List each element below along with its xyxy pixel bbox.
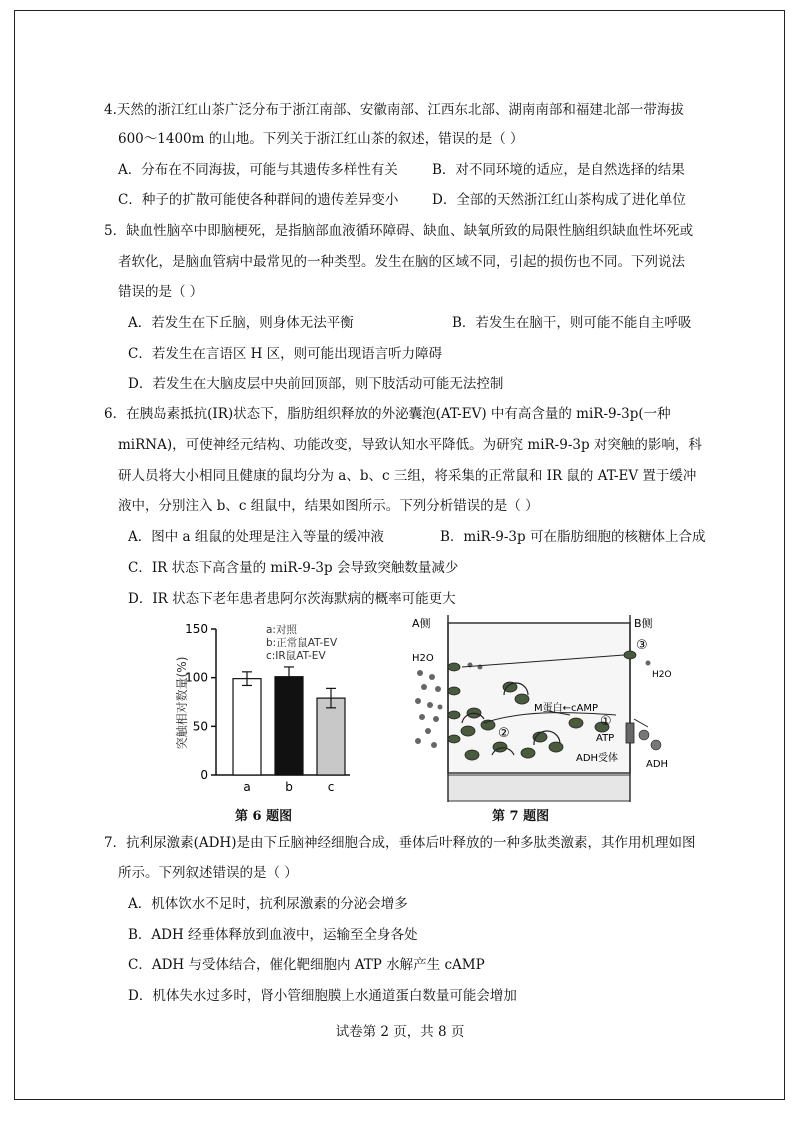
side-a-label: A侧 bbox=[412, 617, 431, 630]
fig6-caption: 第 6 题图 bbox=[235, 809, 293, 824]
q7-stem-line2: 所示。下列叙述错误的是（ ） bbox=[118, 865, 298, 881]
adh-receptor-label: ADH受体 bbox=[576, 753, 619, 764]
page-footer: 试卷第 2 页，共 8 页 bbox=[335, 1024, 465, 1040]
y-tick-label: 50 bbox=[192, 719, 208, 734]
q5-option-c: C．若发生在言语区 H 区，则可能出现语言听力障碍 bbox=[128, 346, 443, 362]
fig6-chart bbox=[170, 615, 370, 800]
basal-region bbox=[448, 775, 630, 801]
q4-option-a: A．分布在不同海拔，可能与其遗传多样性有关 bbox=[118, 162, 398, 178]
q5-stem-line1: 5．缺血性脑卒中即脑梗死，是指脑部血液循环障碍、缺血、缺氧所致的局限性脑组织缺血性坏死或 bbox=[104, 223, 694, 239]
q4-option-b: B．对不同环境的适应，是自然选择的结果 bbox=[432, 162, 685, 178]
fig7-diagram bbox=[410, 615, 672, 802]
q4-stem-line2: 600～1400m 的山地。下列关于浙江红山茶的叙述，错误的是（ ） bbox=[118, 131, 524, 147]
atp-label: ATP bbox=[596, 733, 615, 744]
q7-option-d: D．机体失水过多时，肾小管细胞膜上水通道蛋白数量可能会增加 bbox=[128, 988, 517, 1004]
q7-option-a: A．机体饮水不足时，抗利尿激素的分泌会增多 bbox=[128, 896, 408, 912]
q4-option-d: D．全部的天然浙江红山茶构成了进化单位 bbox=[432, 192, 686, 208]
q6-stem-line3: 研人员将大小相同且健康的鼠均分为 a、b、c 三组，将采集的正常鼠和 IR 鼠的 AT-EV 置于缓冲 bbox=[118, 468, 697, 484]
q5-stem-line3: 错误的是（ ） bbox=[118, 284, 204, 300]
y-tick-label: 100 bbox=[185, 670, 208, 685]
y-tick-label: 0 bbox=[200, 768, 208, 782]
side-b-label: B侧 bbox=[634, 617, 653, 630]
adh-receptor bbox=[626, 723, 634, 743]
x-tick-label-c: c bbox=[327, 780, 335, 794]
q7-option-c: C．ADH 与受体结合，催化靶细胞内 ATP 水解产生 cAMP bbox=[128, 957, 485, 973]
q7-option-b: B．ADH 经垂体释放到血液中，运输至全身各处 bbox=[128, 927, 418, 943]
fig7-caption: 第 7 题图 bbox=[492, 809, 550, 824]
step-3-label: ③ bbox=[636, 638, 648, 653]
q4-stem-line1: 4.天然的浙江红山茶广泛分布于浙江南部、安徽南部、江西东北部、湖南南部和福建北部一带海拔 bbox=[104, 102, 684, 118]
step-1-label: ① bbox=[600, 714, 612, 729]
h2o-left-label: H2O bbox=[412, 653, 434, 664]
q6-option-d: D．IR 状态下老年患者患阿尔茨海默病的概率可能更大 bbox=[128, 591, 456, 607]
q5-stem-line2: 者软化，是脑血管病中最常见的一种类型。发生在脑的区域不同，引起的损伤也不同。下列说法 bbox=[118, 254, 685, 270]
legend-entry: b:正常鼠AT-EV bbox=[266, 637, 338, 649]
y-tick-label: 150 bbox=[185, 622, 208, 636]
chart-ylabel: 突触相对数量(%) bbox=[175, 656, 189, 750]
q5-option-a: A．若发生在下丘脑，则身体无法平衡 bbox=[128, 315, 354, 331]
q6-stem-line4: 液中，分别注入 b、c 组鼠中，结果如图所示。下列分析错误的是（ ） bbox=[118, 498, 539, 514]
step-2-label: ② bbox=[498, 726, 510, 741]
bar-c bbox=[317, 698, 345, 775]
q6-option-b: B．miR-9-3p 可在脂肪细胞的核糖体上合成 bbox=[440, 529, 706, 545]
x-tick-label-a: a bbox=[243, 780, 251, 794]
h2o-right-label: H2O bbox=[652, 670, 672, 680]
adh-label: ADH bbox=[646, 759, 669, 770]
q6-stem-line2: miRNA)，可使神经元结构、功能改变，导致认知水平降低。为研究 miR-9-3p 对突触的影响，科 bbox=[118, 437, 702, 453]
q7-stem-line1: 7．抗利尿激素(ADH)是由下丘脑神经细胞合成，垂体后叶释放的一种多肽类激素，其作用机理如图 bbox=[104, 835, 696, 851]
bar-a bbox=[233, 679, 261, 775]
q6-option-c: C．IR 状态下高含量的 miR-9-3p 会导致突触数量减少 bbox=[128, 560, 459, 576]
x-tick-label-b: b bbox=[285, 780, 293, 794]
q4-option-c: C．种子的扩散可能使各种群间的遗传差异变小 bbox=[118, 192, 399, 208]
q5-option-d: D．若发生在大脑皮层中央前回顶部，则下肢活动可能无法控制 bbox=[128, 376, 504, 392]
adh-molecules bbox=[639, 730, 661, 750]
m-protein-label: M蛋白←cAMP bbox=[534, 703, 599, 714]
q5-option-b: B．若发生在脑干，则可能不能自主呼吸 bbox=[452, 315, 692, 331]
legend-entry: c:IR鼠AT-EV bbox=[266, 650, 326, 662]
q6-option-a: A．图中 a 组鼠的处理是注入等量的缓冲液 bbox=[128, 529, 384, 545]
bar-b bbox=[275, 677, 303, 775]
q6-stem-line1: 6．在胰岛素抵抗(IR)状态下，脂肪组织释放的外泌囊泡(AT-EV) 中有高含量的 miR-9-3p(一种 bbox=[104, 406, 671, 422]
legend-entry: a:对照 bbox=[266, 624, 297, 636]
